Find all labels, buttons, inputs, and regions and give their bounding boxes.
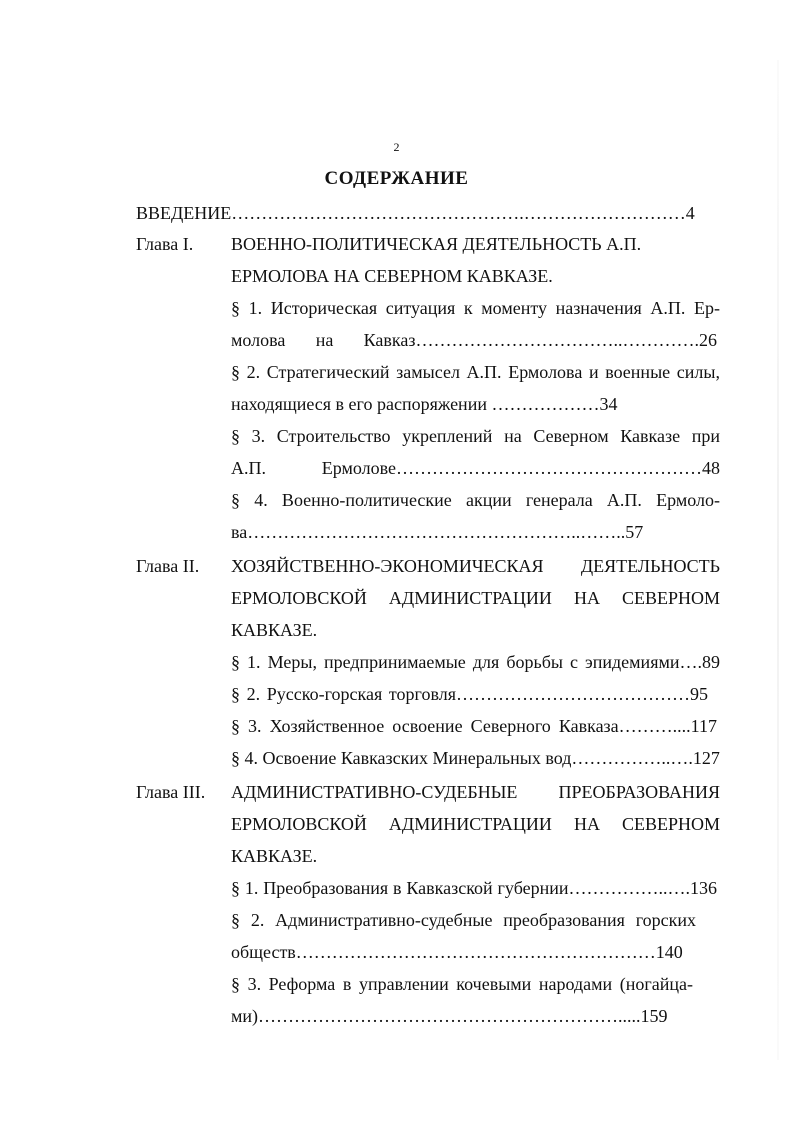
chapter-1-section-1-cont: молова на Кавказ……………………………..………….26: [231, 330, 717, 350]
chapter-2-section-2: § 2. Русско-горская торговля…………………………………95: [231, 684, 708, 704]
chapter-3-title-line: КАВКАЗЕ.: [231, 846, 318, 866]
chapter-1-section-4-cont: ва………………………………………………..……..57: [231, 522, 644, 542]
chapter-2-title-line: КАВКАЗЕ.: [231, 620, 318, 640]
chapter-1-section-3: § 3. Строительство укреплений на Северном Кавказе при: [231, 426, 720, 446]
chapter-2-title-line: ХОЗЯЙСТВЕННО-ЭКОНОМИЧЕСКАЯ ДЕЯТЕЛЬНОСТЬ: [231, 556, 720, 576]
chapter-1-section-4: § 4. Военно-политические акции генерала А.П. Ермоло-: [231, 490, 720, 510]
chapter-3-title-line: АДМИНИСТРАТИВНО-СУДЕБНЫЕ ПРЕОБРАЗОВАНИЯ: [231, 782, 720, 802]
chapter-3-section-2-cont: обществ……………………………………………………140: [231, 942, 683, 962]
chapter-1-title-line: ЕРМОЛОВА НА СЕВЕРНОМ КАВКАЗЕ.: [231, 266, 553, 286]
chapter-2-section-3: § 3. Хозяйственное освоение Северного Кавказа………....117: [231, 716, 717, 736]
chapter-3-label: Глава III.: [136, 782, 206, 802]
chapter-3-section-3: § 3. Реформа в управлении кочевыми народами (ногайца-: [231, 974, 693, 994]
chapter-1-section-2: § 2. Стратегический замысел А.П. Ермолова и военные силы,: [231, 362, 720, 382]
chapter-1-section-3-cont: А.П. Ермолове……………………………………………48: [231, 458, 720, 478]
chapter-2-section-1: § 1. Меры, предпринимаемые для борьбы с эпидемиями….89: [231, 652, 720, 672]
chapter-1-section-2-cont: находящиеся в его распоряжении ………………34: [231, 394, 618, 414]
chapter-1-title-line: ВОЕННО-ПОЛИТИЧЕСКАЯ ДЕЯТЕЛЬНОСТЬ А.П.: [231, 234, 642, 254]
page-title: СОДЕРЖАНИЕ: [324, 168, 469, 189]
chapter-3-section-1: § 1. Преобразования в Кавказской губернии……………..….136: [231, 878, 717, 898]
chapter-3-section-3-cont: ми)…………………………………………………….....159: [231, 1006, 668, 1026]
chapter-2-section-4: § 4. Освоение Кавказских Минеральных вод……………..….127: [231, 748, 720, 768]
chapter-2-label: Глава II.: [136, 556, 200, 576]
chapter-3-section-2: § 2. Административно-судебные преобразования горских: [231, 910, 696, 930]
scan-edge: [777, 60, 779, 1060]
chapter-3-title-line: ЕРМОЛОВСКОЙ АДМИНИСТРАЦИИ НА СЕВЕРНОМ: [231, 814, 720, 834]
page-number: 2: [393, 140, 400, 154]
toc-introduction: ВВЕДЕНИЕ………………………………………….………………………4: [136, 203, 695, 223]
chapter-1-section-1: § 1. Историческая ситуация к моменту назначения А.П. Ер-: [231, 298, 720, 318]
chapter-1-label: Глава I.: [136, 234, 194, 254]
chapter-2-title-line: ЕРМОЛОВСКОЙ АДМИНИСТРАЦИИ НА СЕВЕРНОМ: [231, 588, 720, 608]
